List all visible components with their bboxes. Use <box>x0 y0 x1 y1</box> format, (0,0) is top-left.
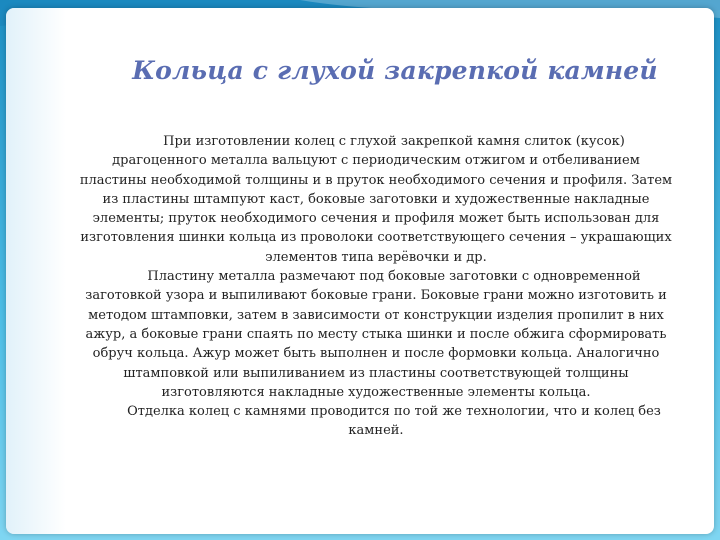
paragraph-1: При изготовлении колец с глухой закрепкой камня слиток (кусок) драгоценного металла вальцуют с периодическим отжигом и отбеливанием пластины необходимой толщины и в пруток необходимого сечения и профиля. Затем из пластины штампуют каст, боковые заготовки и художественные накладные элементы; пруток необходимого сечения и профиля может быть использован для изготовления шинки кольца из проволоки соответствующего сечения – украшающих элементов типа верёвочки и др. <box>79 134 673 265</box>
panel-left-gradient <box>6 8 66 534</box>
slide-body-text <box>78 132 674 441</box>
paragraph-3: Отделка колец с камнями проводится по той же технологии, что и колец без камней. <box>127 404 661 439</box>
paragraph-2: Пластину металла размечают под боковые заготовки с одновременной заготовкой узора и выпиливают боковые грани. Боковые грани можно изготовить и методом штамповки, затем в зависимости от конструкции изделия пропилит в них ажур, а боковые грани спаять по месту стыка шинки и после обжига сформировать обруч кольца. Ажур может быть выполнен и после формовки кольца. Аналогично штамповкой или выпиливанием из пластины соответствующей толщины изготовляются накладные художественные элементы кольца. <box>85 269 667 400</box>
slide-title: Кольца с глухой закрепкой камней <box>132 56 658 85</box>
